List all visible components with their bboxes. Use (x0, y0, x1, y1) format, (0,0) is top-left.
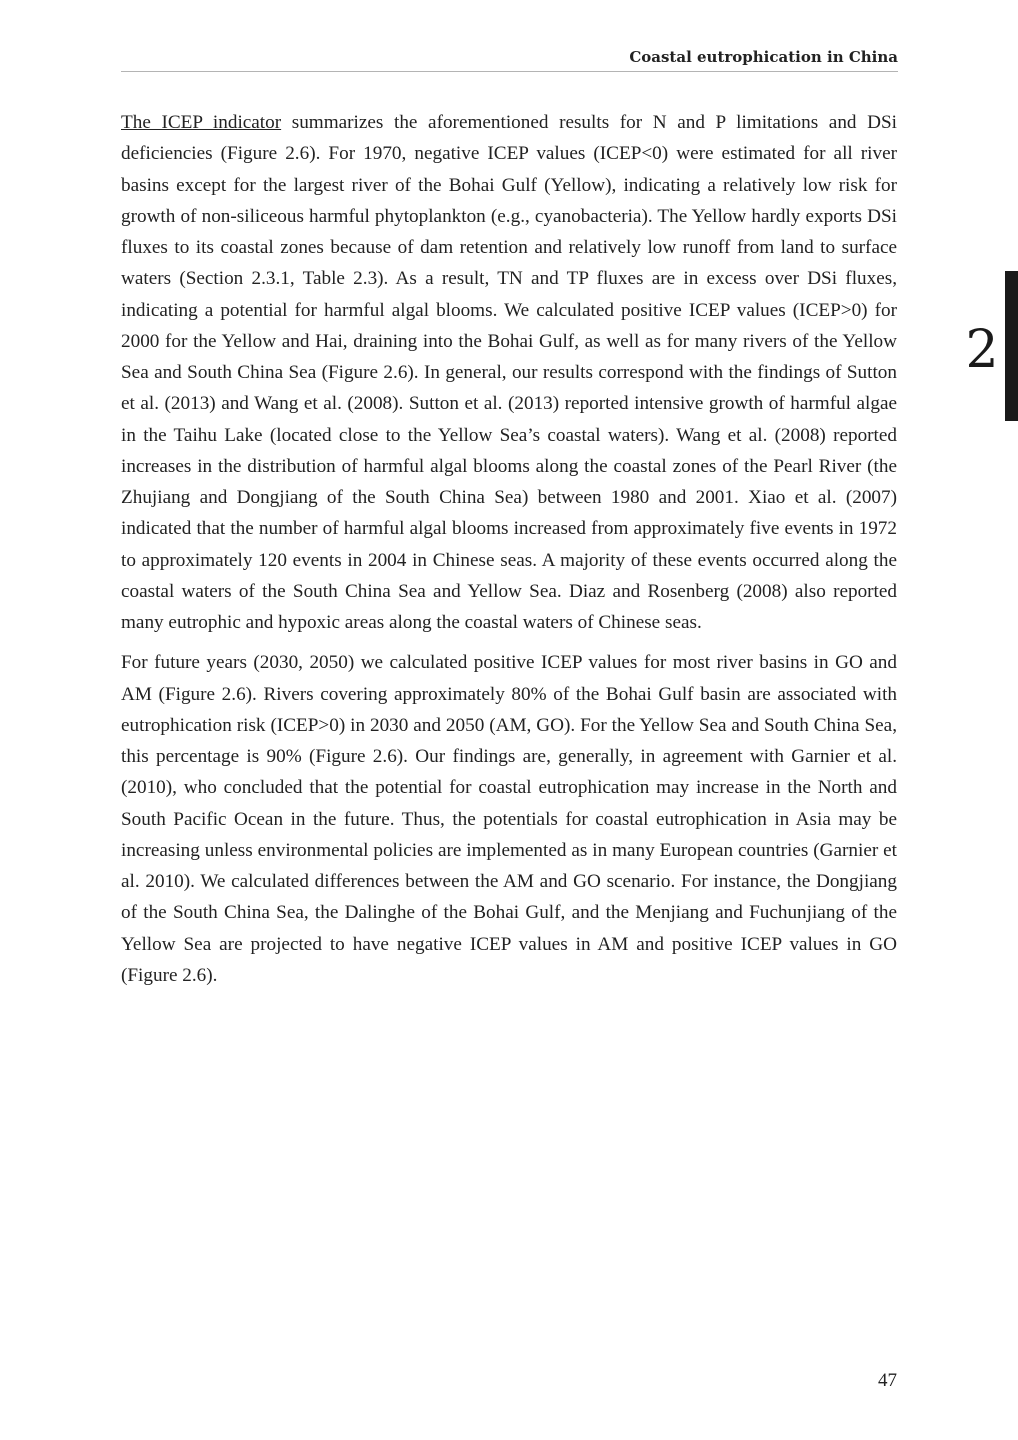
page-number: 47 (878, 1370, 897, 1391)
header-divider (121, 71, 898, 72)
running-header: Coastal eutrophication in China (629, 48, 898, 66)
paragraph-icep-indicator (121, 107, 897, 638)
paragraph-future-years: For future years (2030, 2050) we calculated positive ICEP values for most river basins in GO and AM (Figure 2.6). Rivers covering approximately 80% of the Bohai Gulf basin are associated with eutrophication risk (ICEP>0) in 2030 and 2050 (AM, GO). For the Yellow Sea and South China Sea, this percentage is 90% (Figure 2.6). Our findings are, generally, in agreement with Garnier et al. (2010), who concluded that the potential for coastal eutrophication may increase in the North and South Pacific Ocean in the future. Thus, the potentials for coastal eutrophication in Asia may be increasing unless environmental policies are implemented as in many European countries (Garnier et al. 2010). We calculated differences between the AM and GO scenario. For instance, the Dongjiang of the South China Sea, the Dalinghe of the Bohai Gulf, and the Menjiang and Fuchunjiang of the Yellow Sea are projected to have negative ICEP values in AM and positive ICEP values in GO (Figure 2.6). (121, 652, 897, 986)
body-text (121, 107, 897, 1000)
paragraph-1-text: summarizes the aforementioned results for N and P limitations and DSi deficiencies (Figure 2.6). For 1970, negative ICEP values (ICEP<0) were estimated for all river basins except for the largest river of the Bohai Gulf (Yellow), indicating a relatively low risk for growth of non-siliceous harmful phytoplankton (e.g., cyanobacteria). The Yellow hardly exports DSi fluxes to its coastal zones because of dam retention and relatively low runoff from land to surface waters (Section 2.3.1, Table 2.3). As a result, TN and TP fluxes are in excess over DSi fluxes, indicating a potential for harmful algal blooms. We calculated positive ICEP values (ICEP>0) for 2000 for the Yellow and Hai, draining into the Bohai Gulf, as well as for many rivers of the Yellow Sea and South China Sea (Figure 2.6). In general, our results correspond with the findings of Sutton et al. (2013) and Wang et al. (2008). Sutton et al. (2013) reported intensive growth of harmful algae in the Taihu Lake (located close to the Yellow Sea’s coastal waters). Wang et al. (2008) reported increases in the distribution of harmful algal blooms along the coastal zones of the Pearl River (the Zhujiang and Dongjiang of the South China Sea) between 1980 and 2001. Xiao et al. (2007) indicated that the number of harmful algal blooms increased from approximately five events in 1972 to approximately 120 events in 2004 in Chinese seas. A majority of these events occurred along the coastal waters of the South China Sea and Yellow Sea. Diaz and Rosenberg (2008) also reported many eutrophic and hypoxic areas along the coastal waters of Chinese seas. (121, 112, 897, 633)
chapter-tab-marker (1005, 271, 1018, 421)
chapter-number: 2 (965, 320, 999, 380)
icep-indicator-term: The ICEP indicator (121, 112, 282, 133)
